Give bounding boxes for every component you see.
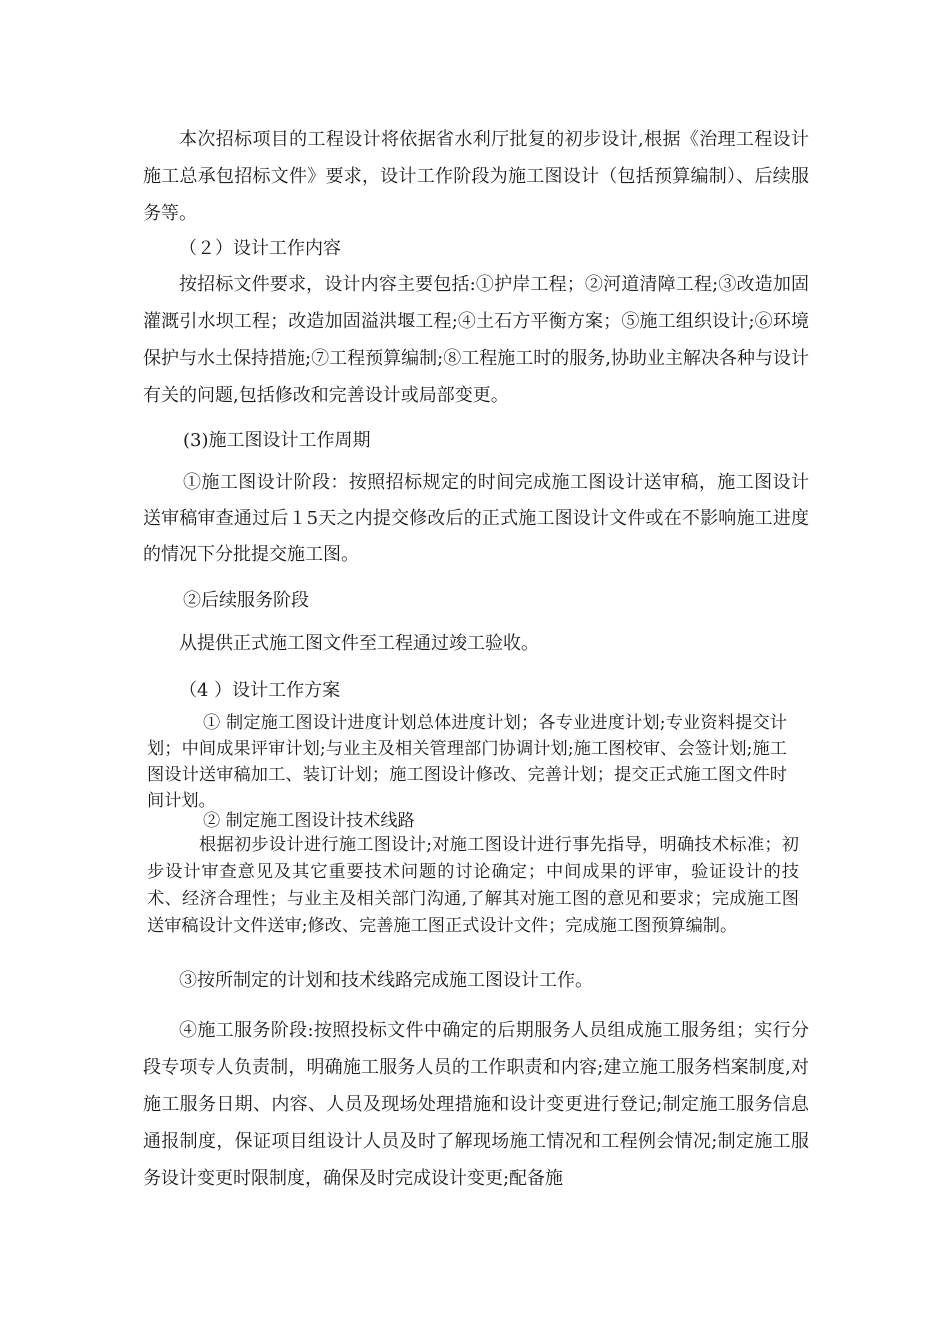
- paragraph-complete-design: ③按所制定的计划和技术线路完成施工图设计工作。: [179, 970, 593, 991]
- paragraph-project-basis: 本次招标项目的工程设计将依据省水利厅批复的初步设计,根据《治理工程设计施工总承包招标文件》要求，设计工作阶段为施工图设计（包括预算编制）、后续服务等。: [143, 129, 809, 224]
- paragraph-construction-drawing-stage: ①施工图设计阶段：按照招标规定的时间完成施工图设计送审稿，施工图设计送审稿审查通过后１5天之内提交修改后的正式施工图设计文件或在不影响施工进度的情况下分批提交施工图。: [143, 472, 809, 565]
- paragraph-technical-route: 根据初步设计进行施工图设计;对施工图设计进行事先指导，明确技术标准；初步设计审查意见及其它重要技术问题的讨论确定；中间成果的评审，验证设计的技术、经济合理性；与业主及相关部门沟通,了解其对施工图的意见和要求；完成施工图送审稿设计文件送审;修改、完善施工图正式设计文件；完成施工图预算编制。: [147, 835, 799, 936]
- heading-technical-route: ② 制定施工图设计技术线路: [203, 811, 415, 831]
- paragraph-design-content: 按招标文件要求，设计内容主要包括:①护岸工程；②河道清障工程;③改造加固灌溉引水坝工程；改造加固溢洪堰工程;④土石方平衡方案；⑤施工组织设计;⑥环境保护与水土保持措施;⑦工程预算编制;⑧工程施工时的服务,协助业主解决各种与设计有关的问题,包括修改和完善设计或局部变更。: [143, 274, 809, 406]
- heading-design-work-plan: （4 ）设计工作方案: [179, 680, 341, 701]
- heading-follow-up-service-stage: ②后续服务阶段: [183, 590, 309, 611]
- paragraph-construction-service-stage: ④施工服务阶段:按照投标文件中确定的后期服务人员组成施工服务组；实行分段专项专人负责制，明确施工服务人员的工作职责和内容;建立施工服务档案制度,对施工服务日期、内容、人员及现场处理措施和设计变更进行登记;制定施工服务信息通报制度，保证项目组设计人员及时了解现场施工情况和工程例会情况;制定施工服务设计变更时限制度，确保及时完成设计变更;配备施: [143, 1020, 809, 1189]
- paragraph-schedule-plan: ① 制定施工图设计进度计划总体进度计划；各专业进度计划;专业资料提交计划；中间成果评审计划;与业主及相关管理部门协调计划;施工图校审、会签计划;施工图设计送审稿加工、装订计划；施工图设计修改、完善计划；提交正式施工图文件时间计划。: [147, 713, 787, 811]
- heading-design-work-content: （２）设计工作内容: [179, 238, 341, 259]
- paragraph-follow-up-service: 从提供正式施工图文件至工程通过竣工验收。: [179, 633, 539, 654]
- heading-design-work-period: (3)施工图设计工作周期: [183, 430, 371, 451]
